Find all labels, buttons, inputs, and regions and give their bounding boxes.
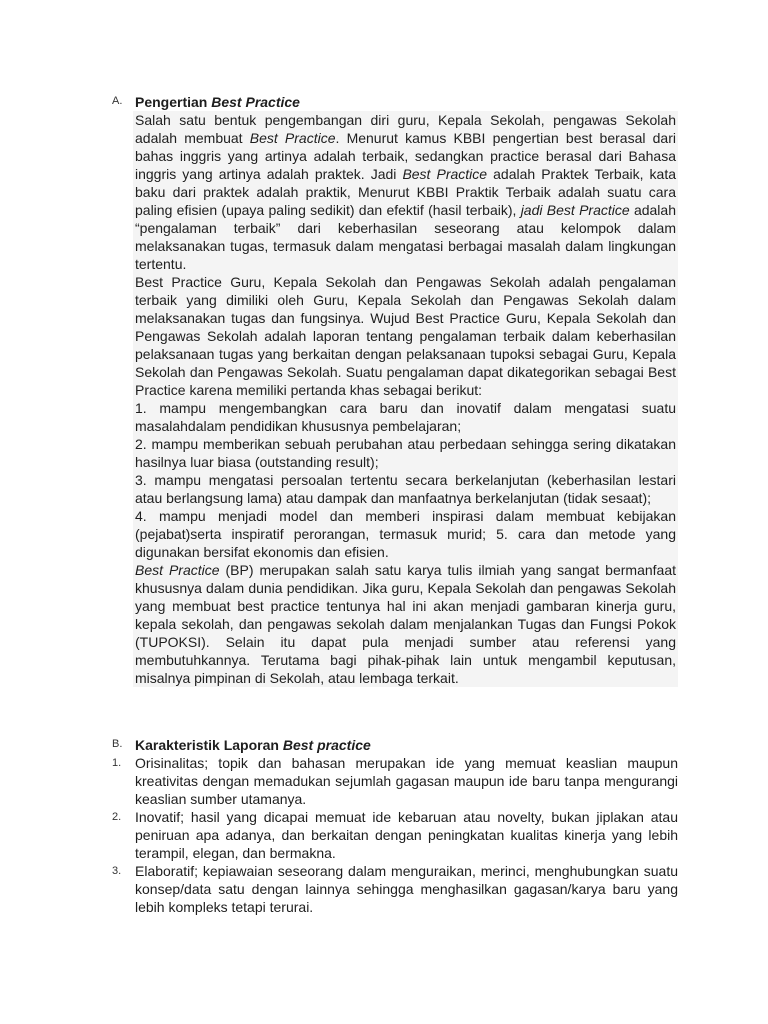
para3-text: (BP) merupakan salah satu karya tulis ilmiah yang sangat bermanfaat khususnya dalam dunia pendidikan. Jika guru, Kepala Sekolah dan pengawas Sekolah yang membuat best practice tentunya hal ini akan menjadi gambaran kinerja guru, kepala sekolah, dan pengawas sekolah dalam menjalankan Tugas dan Fungsi Pokok (TUPOKSI). Selain itu dapat pula menjadi sumber atau referensi yang membutuhkannya. Terutama bagi pihak-pihak lain untuk mengambil keputusan, misalnya pimpinan di Sekolah, atau lembaga terkait. (135, 562, 676, 686)
para3-italic: Best Practice (135, 562, 220, 578)
para1-text-d: adalah “pengalaman terbaik” dari keberhasilan seseorang atau kelompok dalam melaksanakan tugas, termasuk dalam mengatasi berbagai masalah dalam lingkungan tertentu. (135, 202, 676, 272)
section-a-list-item: 4. mampu menjadi model dan memberi inspirasi dalam membuat kebijakan (pejabat)serta inspiratif perorangan, termasuk murid; 5. cara dan metode yang digunakan bersifat ekonomis dan efisien. (135, 508, 676, 560)
para1-italic-1: Best Practice (249, 130, 336, 146)
section-a-heading (135, 93, 300, 111)
section-b-item: Orisinalitas; topik dan bahasan merupakan ide yang memuat keaslian maupun kreativitas dengan memadukan sejumlah gagasan maupun ide baru tanpa mengurangi keaslian sumber utamanya. (135, 755, 678, 807)
section-b-item-number: 1. (112, 757, 122, 769)
section-a-paragraph-2: Best Practice Guru, Kepala Sekolah dan Pengawas Sekolah adalah pengalaman terbaik yang dimiliki oleh Guru, Kepala Sekolah dan Pengawas Sekolah dalam melaksanakan tugas dan fungsinya. Wujud Best Practice Guru, Kepala Sekolah dan Pengawas Sekolah adalah laporan tentang pengalaman terbaik dalam keberhasilan pelaksanaan tugas yang berkaitan dengan pelaksanaan tupoksi sebagai Guru, Kepala Sekolah dan Pengawas Sekolah. Suatu pengalaman dapat dikategorikan sebagai Best Practice karena memiliki pertanda khas sebagai berikut: (135, 274, 676, 398)
section-a-heading-italic: Best Practice (211, 94, 300, 110)
section-b-item: Inovatif; hasil yang dicapai memuat ide kebaruan atau novelty, bukan jiplakan atau peniruan apa adanya, dan berkaitan dengan peningkatan kualitas kinerja yang lebih terampil, elegan, dan bermakna. (135, 809, 678, 861)
para1-italic-3: jadi Best Practice (520, 202, 630, 218)
section-b-marker: B. (112, 738, 123, 750)
para1-text-b: . Menurut kamus KBBI pengertian best berasal dari bahas inggris yang artinya adalah terbaik, sedangkan practice berasal dari Bahasa inggris yang artinya adalah praktek. Jadi (135, 130, 676, 182)
section-a-body (133, 111, 678, 687)
section-a-list-item: 3. mampu mengatasi persoalan tertentu secara berkelanjutan (keberhasilan lestari atau berlangsung lama) atau dampak dan manfaatnya berkelanjutan (tidak sesaat); (135, 472, 676, 506)
section-b-item-number: 3. (112, 865, 122, 877)
para1-text-a: Salah satu bentuk pengembangan diri guru, Kepala Sekolah, pengawas Sekolah adalah membuat (135, 112, 676, 146)
section-a-heading-plain: Pengertian (135, 94, 212, 110)
section-b-item: Elaboratif; kepiawaian seseorang dalam menguraikan, merinci, menghubungkan suatu konsep/data satu dengan lainnya sehingga menghasilkan gagasan/karya baru yang lebih kompleks tetapi terurai. (135, 863, 678, 915)
section-b-item-number: 2. (112, 811, 122, 823)
section-b-heading-italic: Best practice (282, 737, 371, 753)
para1-italic-2: Best Practice (402, 166, 488, 182)
section-a-list-item: 1. mampu mengembangkan cara baru dan inovatif dalam mengatasi suatu masalahdalam pendidikan khususnya pembelajaran; (135, 400, 676, 434)
section-b-heading (135, 736, 371, 754)
section-a-paragraph-3 (133, 561, 678, 687)
section-b-heading-plain: Karakteristik Laporan (135, 737, 283, 753)
section-a-marker: A. (112, 95, 123, 107)
para1-text-c: adalah Praktek Terbaik, kata baku dari praktek adalah praktik, Menurut KBBI Praktik Terbaik adalah suatu cara paling efisien (upaya paling sedikit) dan efektif (hasil terbaik), (135, 166, 676, 218)
section-a-paragraph-1 (133, 111, 678, 273)
section-a-list-item: 2. mampu memberikan sebuah perubahan atau perbedaan sehingga sering dikatakan hasilnya luar biasa (outstanding result); (135, 436, 676, 470)
